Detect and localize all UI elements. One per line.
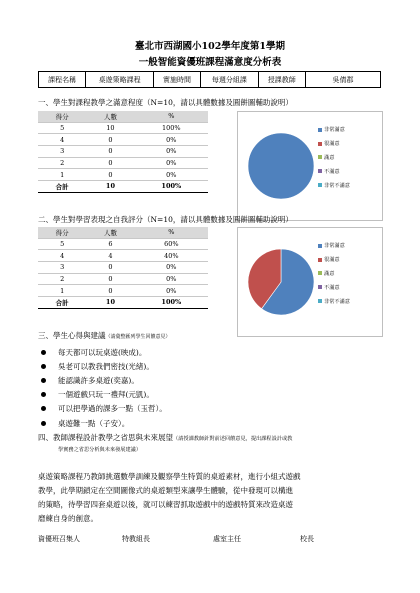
paragraph-line: 桌遊策略課程乃教師挑選數學訓練及觀察學生特質的桌遊素材，進行小組式遊戲 bbox=[38, 472, 301, 481]
table-cell: 0% bbox=[135, 262, 208, 274]
table-cell: 2 bbox=[38, 157, 86, 169]
table-cell: 0 bbox=[86, 134, 134, 146]
legend-swatch bbox=[318, 128, 322, 132]
table-total-row bbox=[38, 297, 208, 309]
course-info-row bbox=[39, 72, 381, 88]
legend-label: 很滿意 bbox=[324, 141, 340, 148]
table-cell: 0% bbox=[135, 157, 208, 169]
table-cell: 6 bbox=[86, 238, 134, 250]
table-cell: 0 bbox=[86, 146, 134, 158]
pie-plot bbox=[238, 228, 318, 336]
signature-principal: 校長 bbox=[300, 535, 314, 543]
table-cell: 合計 bbox=[38, 181, 86, 193]
legend-item bbox=[318, 164, 350, 178]
legend-swatch bbox=[318, 244, 322, 248]
table-cell: 10 bbox=[86, 122, 134, 134]
legend-item bbox=[318, 280, 350, 294]
legend-label: 滿意 bbox=[324, 270, 335, 277]
legend-label: 非常滿意 bbox=[324, 243, 345, 250]
legend-item bbox=[318, 151, 350, 165]
table-row bbox=[38, 169, 208, 181]
document-subtitle: 一般智能資優班課程滿意度分析表 bbox=[138, 57, 282, 68]
table-cell: 0% bbox=[135, 273, 208, 285]
feedback-text: 能認識許多桌遊(奕嘉)。 bbox=[58, 375, 139, 385]
table-cell: 0 bbox=[86, 273, 134, 285]
table-row bbox=[38, 273, 208, 285]
table-row bbox=[38, 250, 208, 262]
legend-swatch bbox=[318, 142, 322, 146]
paragraph-line: 教學，此學期鎖定在空間圖像式的桌遊類型來讓學生體驗，從中發現可以構進 bbox=[38, 486, 293, 495]
bullet-icon bbox=[41, 421, 46, 426]
pie-slice bbox=[248, 133, 314, 199]
feedback-text: 可以把學過的課多一點（玉哲）。 bbox=[58, 404, 167, 414]
table-row bbox=[38, 238, 208, 250]
legend-item bbox=[318, 267, 350, 281]
legend-item bbox=[318, 178, 350, 192]
legend-swatch bbox=[318, 183, 322, 187]
section4-note: （請授課教師針對前述回饋意見，提出課程設計或教 bbox=[173, 436, 293, 442]
table-cell: 0 bbox=[86, 169, 134, 181]
column-header: 得分 bbox=[38, 111, 86, 122]
table-total-row bbox=[38, 181, 208, 193]
legend-swatch bbox=[318, 299, 322, 303]
legend-swatch bbox=[318, 169, 322, 173]
list-item bbox=[38, 359, 167, 373]
column-header: 人數 bbox=[86, 227, 134, 238]
table-cell: 0 bbox=[86, 262, 134, 274]
feedback-text: 吳老可以教我們密技(光緒)。 bbox=[58, 361, 154, 371]
legend-item bbox=[318, 253, 350, 267]
section4-note-continued: 學實務之省思分析與未來發展建議） bbox=[58, 447, 142, 453]
chart-legend bbox=[318, 123, 350, 192]
section2-pie-chart bbox=[237, 227, 383, 337]
legend-swatch bbox=[318, 258, 322, 262]
section1-heading: 一、學生對課程教學之滿意程度（N=10，請以具體數據及圓餅圖輔助說明） bbox=[38, 98, 293, 107]
table-cell: 1 bbox=[38, 169, 86, 181]
section3-heading: 三、學生心得與建議 bbox=[38, 331, 106, 340]
section3-heading-line bbox=[38, 330, 171, 341]
bullet-icon bbox=[41, 350, 46, 355]
course-info-table bbox=[38, 71, 381, 88]
legend-label: 非常不滿意 bbox=[324, 182, 350, 189]
legend-item bbox=[318, 239, 350, 253]
table-row bbox=[38, 122, 208, 134]
table-cell: 10 bbox=[86, 181, 134, 193]
table-cell: 60% bbox=[135, 238, 208, 250]
feedback-list bbox=[38, 345, 167, 430]
table-header-row bbox=[38, 227, 208, 238]
signature-special-ed-head: 特教組長 bbox=[122, 535, 150, 543]
table-cell: 5 bbox=[38, 238, 86, 250]
table-cell: 0% bbox=[135, 146, 208, 158]
table-cell: 合計 bbox=[38, 297, 86, 309]
legend-label: 不滿意 bbox=[324, 284, 340, 291]
table-cell: 5 bbox=[38, 122, 86, 134]
table-cell: 4 bbox=[86, 250, 134, 262]
legend-label: 滿意 bbox=[324, 154, 335, 161]
column-header: 人數 bbox=[86, 111, 134, 122]
column-header: % bbox=[135, 111, 208, 122]
list-item bbox=[38, 402, 167, 416]
legend-swatch bbox=[318, 155, 322, 159]
table-row bbox=[38, 146, 208, 158]
teacher-value: 吳倩郡 bbox=[306, 72, 381, 88]
table-row bbox=[38, 262, 208, 274]
legend-swatch bbox=[318, 285, 322, 289]
feedback-text: 桌遊難一點（子安）。 bbox=[58, 418, 130, 428]
bullet-icon bbox=[41, 392, 46, 397]
table-row bbox=[38, 285, 208, 297]
legend-label: 非常滿意 bbox=[324, 127, 345, 134]
legend-label: 非常不滿意 bbox=[324, 298, 350, 305]
section3-note: （請彙整匯列學生回饋意見） bbox=[105, 334, 171, 340]
bullet-icon bbox=[41, 406, 46, 411]
table-cell: 3 bbox=[38, 146, 86, 158]
table-cell: 2 bbox=[38, 273, 86, 285]
signature-office-director: 處室主任 bbox=[213, 535, 241, 543]
time-value: 每週分組課 bbox=[201, 72, 258, 88]
section2-score-table bbox=[38, 227, 208, 309]
signature-convener: 資優班召集人 bbox=[38, 535, 80, 543]
table-cell: 1 bbox=[38, 285, 86, 297]
legend-swatch bbox=[318, 271, 322, 275]
table-cell: 3 bbox=[38, 262, 86, 274]
table-cell: 0% bbox=[135, 169, 208, 181]
section4-heading: 四、教師課程設計教學之省思與未來展望 bbox=[38, 433, 173, 442]
legend-item bbox=[318, 137, 350, 151]
table-cell: 100% bbox=[135, 297, 208, 309]
section4-heading-line bbox=[38, 432, 292, 443]
paragraph-line: 磨練自身的創意。 bbox=[38, 514, 98, 523]
table-cell: 0 bbox=[86, 157, 134, 169]
teacher-label: 授課教師 bbox=[258, 72, 305, 88]
section1-pie-chart bbox=[237, 111, 383, 221]
table-cell: 100% bbox=[135, 181, 208, 193]
list-item bbox=[38, 345, 167, 359]
feedback-text: 一個遊戲只玩一禮拜(元凱)。 bbox=[58, 390, 154, 400]
legend-label: 很滿意 bbox=[324, 257, 340, 264]
legend-item bbox=[318, 294, 350, 308]
legend-label: 不滿意 bbox=[324, 168, 340, 175]
table-row bbox=[38, 157, 208, 169]
pie-plot bbox=[238, 112, 318, 220]
bullet-icon bbox=[41, 364, 46, 369]
reflection-paragraph bbox=[38, 470, 384, 526]
table-cell: 4 bbox=[38, 250, 86, 262]
column-header: 得分 bbox=[38, 227, 86, 238]
table-cell: 4 bbox=[38, 134, 86, 146]
bullet-icon bbox=[41, 378, 46, 383]
legend-item bbox=[318, 123, 350, 137]
paragraph-line: 的策略，待學習四套桌遊以後，就可以練習抓取遊戲中的遊戲特質來改造桌遊 bbox=[38, 500, 293, 509]
table-cell: 40% bbox=[135, 250, 208, 262]
table-cell: 10 bbox=[86, 297, 134, 309]
table-cell: 0 bbox=[86, 285, 134, 297]
chart-legend bbox=[318, 239, 350, 308]
section1-score-table bbox=[38, 111, 208, 193]
table-cell: 0% bbox=[135, 134, 208, 146]
table-header-row bbox=[38, 111, 208, 122]
column-header: % bbox=[135, 227, 208, 238]
list-item bbox=[38, 388, 167, 402]
course-name-value: 桌遊策略課程 bbox=[86, 72, 153, 88]
course-name-label: 課程名稱 bbox=[39, 72, 86, 88]
document-title: 臺北市西湖國小102學年度第1學期 bbox=[135, 41, 285, 52]
time-label: 實施時間 bbox=[153, 72, 200, 88]
table-cell: 100% bbox=[135, 122, 208, 134]
feedback-text: 每天都可以玩桌遊(映成)。 bbox=[58, 347, 147, 357]
table-cell: 0% bbox=[135, 285, 208, 297]
list-item bbox=[38, 416, 167, 430]
list-item bbox=[38, 373, 167, 387]
section2-heading: 二、學生對學習表現之自我評分（N=10，請以具體數據及圓餅圖輔助說明） bbox=[38, 215, 293, 224]
table-row bbox=[38, 134, 208, 146]
